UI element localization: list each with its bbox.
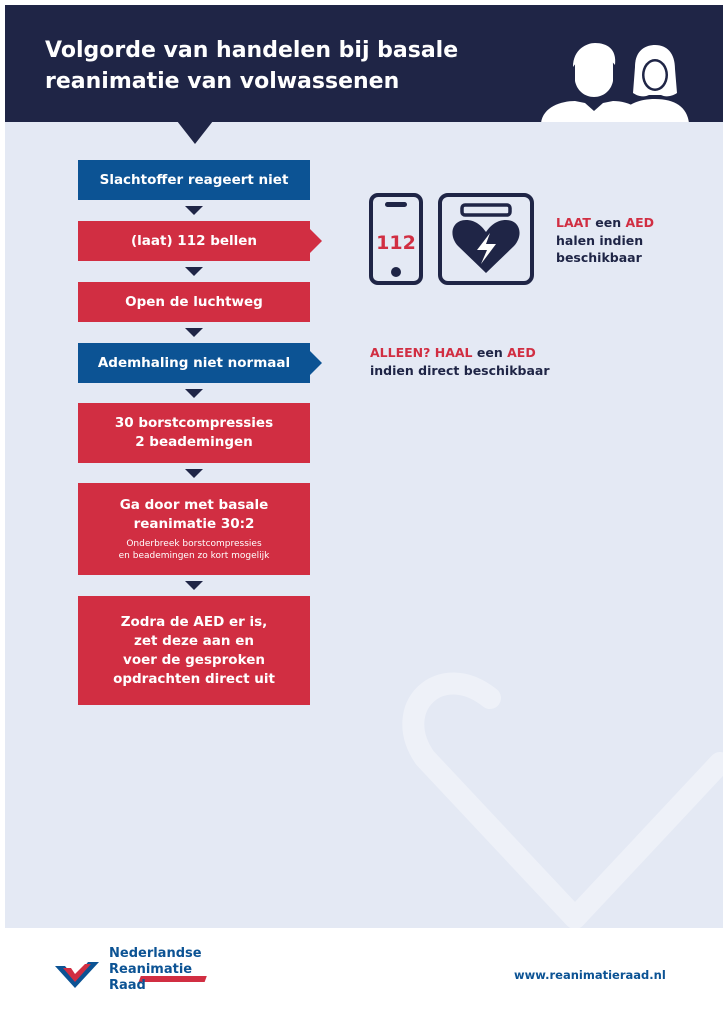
arrow-down-icon: [185, 389, 203, 398]
step-breathing-abnormal: [78, 343, 310, 383]
alone-instruction-line: indien direct beschikbaar: [370, 362, 550, 378]
step-call-112: [78, 221, 310, 261]
people-icon: [535, 41, 695, 123]
step-label: (laat) 112 bellen: [130, 232, 258, 249]
arrow-right-icon: [310, 229, 322, 253]
heart-outline-icon: [400, 668, 723, 928]
arrow-down-icon: [185, 328, 203, 337]
aed-instruction-word: een: [595, 215, 622, 230]
logo-line: Reanimatie: [109, 962, 193, 977]
step-compressions: [78, 403, 310, 463]
arrow-down-icon: [185, 581, 203, 590]
alone-instruction-word: ALLEEN? HAAL: [370, 345, 473, 360]
step-label: Ademhaling niet normaal: [97, 354, 291, 371]
step-label: Ga door met basale reanimatie 30:2: [119, 497, 269, 532]
aed-icon: [440, 195, 532, 283]
step-continue-cpr: [78, 483, 310, 575]
aed-instruction-line: beschikbaar: [556, 250, 642, 265]
logo-line: Raad: [109, 978, 146, 993]
step-label: Open de luchtweg: [125, 293, 263, 310]
phone-icon: [371, 195, 421, 283]
page-title: Volgorde van handelen bij basale reanimatie van volwassenen: [45, 38, 459, 94]
aed-instruction-line: halen indien: [556, 232, 644, 248]
arrow-down-icon: [185, 469, 203, 478]
logo-line: Nederlandse: [109, 946, 202, 961]
step-sublabel: Onderbreek borstcompressies en beademingen zo kort mogelijk: [118, 539, 270, 561]
website-link[interactable]: www.reanimatieraad.nl: [514, 968, 666, 982]
arrow-right-icon: [310, 351, 322, 375]
aed-instruction-word: LAAT: [556, 215, 591, 230]
step-label: 30 borstcompressies 2 beademingen: [114, 415, 274, 450]
step-open-airway: [78, 282, 310, 322]
alone-instruction-word: een: [476, 345, 503, 360]
aed-instruction: [556, 214, 654, 267]
phone-and-aed-icons: [368, 192, 538, 288]
phone-number: 112: [376, 232, 416, 254]
alone-instruction: [370, 344, 550, 379]
poster: [5, 5, 723, 1019]
step-use-aed: [78, 596, 310, 705]
aed-instruction-word: AED: [625, 215, 655, 230]
arrow-down-icon: [185, 267, 203, 276]
step-label: Zodra de AED er is, zet deze aan en voer de gesproken opdrachten direct uit: [113, 613, 275, 687]
alone-instruction-word: AED: [507, 345, 536, 360]
header: [5, 5, 723, 122]
arrow-down-icon: [185, 206, 203, 215]
step-unresponsive: [78, 160, 310, 200]
step-label: Slachtoffer reageert niet: [99, 171, 289, 188]
logo-text: [109, 946, 202, 994]
footer: [5, 928, 723, 1019]
header-pointer: [177, 121, 213, 144]
